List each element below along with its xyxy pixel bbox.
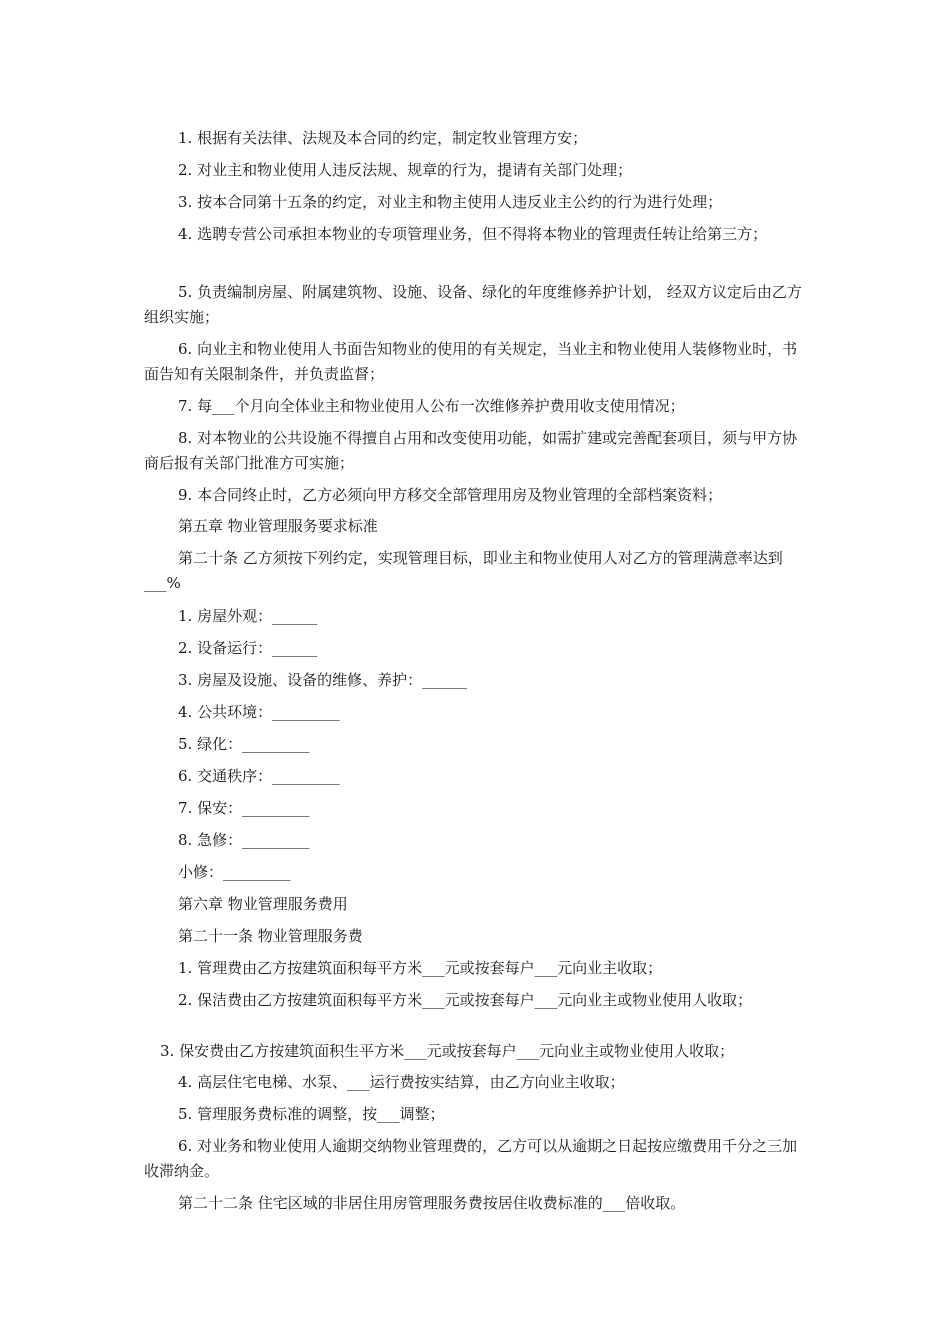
clause-9: 9. 本合同终止时，乙方必须向甲方移交全部管理用房及物业管理的全部档案资料； xyxy=(178,486,723,504)
standard-8: 8. 急修：_________ xyxy=(178,831,310,849)
standard-6: 6. 交通秩序：_________ xyxy=(178,767,340,785)
clause-7: 7. 每___个月向全体业主和物业使用人公布一次维修养护费用收支使用情况； xyxy=(178,397,685,415)
standard-4: 4. 公共环境：_________ xyxy=(178,703,340,721)
fee-4: 4. 高层住宅电梯、水泵、___运行费按实结算，由乙方向业主收取； xyxy=(178,1073,625,1091)
clause-5: 5. 负责编制房屋、附属建筑物、设施、设备、绿化的年度维修养护计划， 经双方议定后由乙方组织实施； xyxy=(144,283,802,326)
article-22: 第二十二条 住宅区域的非居住用房管理服务费按居住收费标准的___倍收取。 xyxy=(178,1194,686,1212)
fee-3: 3. 保安费由乙方按建筑面积生平方米___元或按套每户___元向业主或物业使用人收取； xyxy=(160,1042,735,1060)
standard-3: 3. 房屋及设施、设备的维修、养护：______ xyxy=(178,671,468,689)
chapter-5-heading: 第五章 物业管理服务要求标准 xyxy=(178,517,378,535)
fee-6: 6. 对业务和物业使用人逾期交纳物业管理费的，乙方可以从逾期之日起按应缴费用千分之三加收滞纳金。 xyxy=(144,1137,798,1180)
fee-5: 5. 管理服务费标准的调整，按___调整； xyxy=(178,1105,445,1123)
clause-8: 8. 对本物业的公共设施不得擅自占用和改变使用功能，如需扩建或完善配套项目，须与甲方协商后报有关部门批准方可实施； xyxy=(144,429,798,472)
clause-1: 1. 根据有关法律、法规及本合同的约定，制定牧业管理方安； xyxy=(178,129,588,147)
article-20: 第二十条 乙方须按下列约定，实现管理目标，即业主和物业使用人对乙方的管理满意率达到___% xyxy=(144,549,783,592)
standard-7: 7. 保安：_________ xyxy=(178,799,310,817)
clause-3: 3. 按本合同第十五条的约定，对业主和物主使用人违反业主公约的行为进行处理； xyxy=(178,193,723,211)
standard-5: 5. 绿化：_________ xyxy=(178,735,310,753)
standard-minor-repair: 小修：_________ xyxy=(178,863,291,881)
clause-4: 4. 选聘专营公司承担本物业的专项管理业务，但不得将本物业的管理责任转让给第三方； xyxy=(178,225,768,243)
article-21: 第二十一条 物业管理服务费 xyxy=(178,927,363,945)
fee-2: 2. 保洁费由乙方按建筑面积每平方米___元或按套每户___元向业主或物业使用人收取； xyxy=(178,991,753,1009)
chapter-6-heading: 第六章 物业管理服务费用 xyxy=(178,895,348,913)
clause-6: 6. 向业主和物业使用人书面告知物业的使用的有关规定，当业主和物业使用人装修物业时，书面告知有关限制条件，并负责监督； xyxy=(144,340,798,383)
fee-1: 1. 管理费由乙方按建筑面积每平方米___元或按套每户___元向业主收取； xyxy=(178,959,663,977)
standard-1: 1. 房屋外观：______ xyxy=(178,607,318,625)
standard-2: 2. 设备运行：______ xyxy=(178,639,318,657)
clause-2: 2. 对业主和物业使用人违反法规、规章的行为，提请有关部门处理； xyxy=(178,161,633,179)
